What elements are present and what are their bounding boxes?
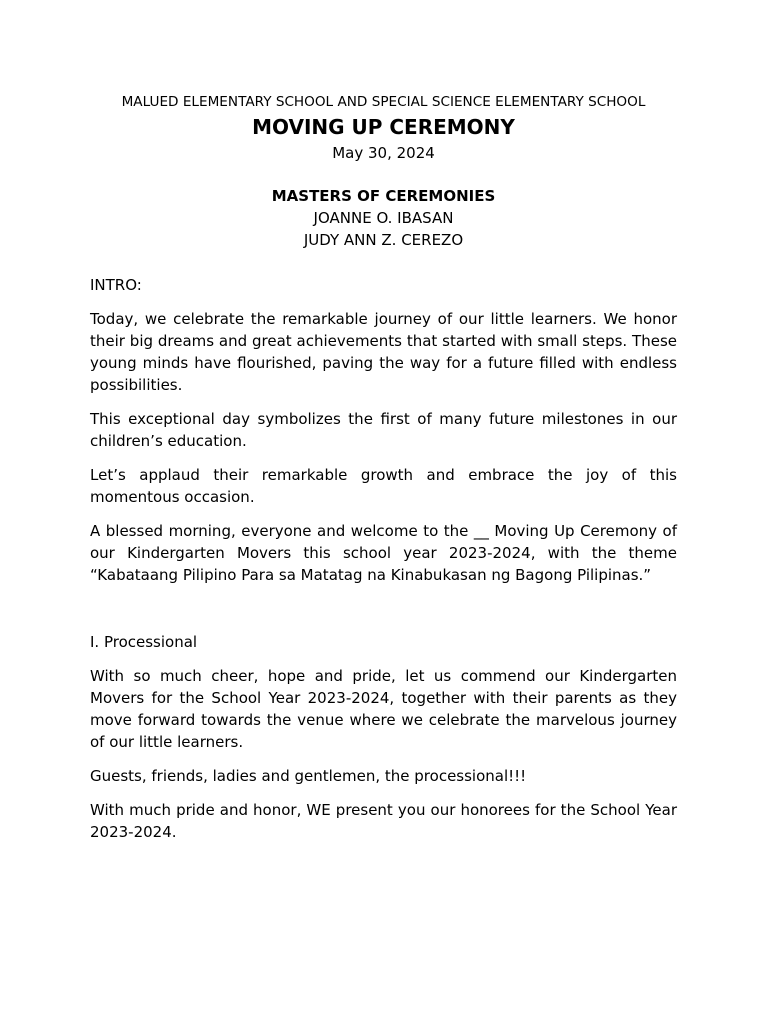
intro-label: INTRO: — [90, 276, 142, 294]
mc-name-1: JOANNE O. IBASAN — [313, 209, 454, 227]
document-page — [90, 93, 677, 843]
processional-paragraph-3: With much pride and honor, WE present you our honorees for the School Year 2023-2024. — [90, 801, 677, 841]
intro-paragraph-4: A blessed morning, everyone and welcome to the __ Moving Up Ceremony of our Kindergarten Movers this school year 2023-2024, with the theme “Kabataang Pilipino Para sa Matatag na Kinabukasan ng Bagong Pilipinas.” — [90, 522, 677, 584]
processional-paragraph-2: Guests, friends, ladies and gentlemen, the processional!!! — [90, 767, 527, 785]
document-title: MOVING UP CEREMONY — [252, 115, 515, 139]
school-name: MALUED ELEMENTARY SCHOOL AND SPECIAL SCIENCE ELEMENTARY SCHOOL — [121, 94, 646, 110]
intro-paragraph-3: Let’s applaud their remarkable growth and embrace the joy of this momentous occasion. — [90, 466, 677, 506]
mc-name-2: JUDY ANN Z. CEREZO — [303, 231, 464, 249]
intro-paragraph-2: This exceptional day symbolizes the first of many future milestones in our children’s education. — [90, 410, 677, 450]
intro-paragraph-1: Today, we celebrate the remarkable journey of our little learners. We honor their big dreams and great achievements that started with small steps. These young minds have flourished, paving the way for a future filled with endless possibilities. — [90, 310, 677, 394]
processional-paragraph-1: With so much cheer, hope and pride, let us commend our Kindergarten Movers for the School Year 2023-2024, together with their parents as they move forward towards the venue where we celebrate the marvelous journey of our little learners. — [90, 667, 677, 751]
processional-heading: I. Processional — [90, 633, 198, 651]
event-date: May 30, 2024 — [332, 144, 435, 162]
masters-of-ceremonies-heading: MASTERS OF CEREMONIES — [271, 187, 496, 205]
